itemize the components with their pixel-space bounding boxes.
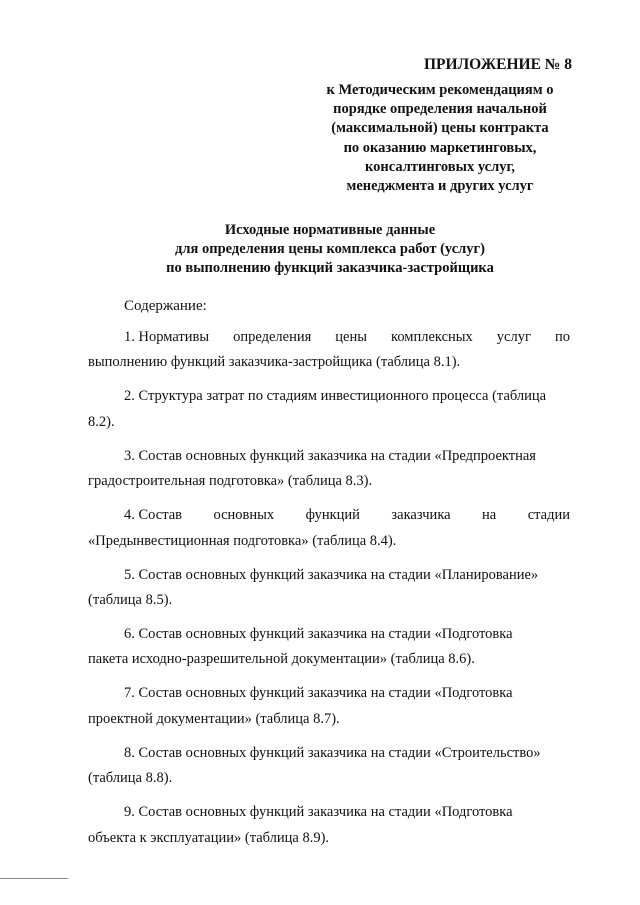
toc-item-first-line: 3. Состав основных функций заказчика на стадии «Предпроектная (124, 447, 536, 464)
toc-item-rest-line: выполнению функций заказчика-застройщика (таблица 8.1). (88, 354, 461, 371)
toc-word: по (554, 329, 570, 345)
toc-item-9 (88, 800, 570, 851)
toc-item-first-line: 6. Состав основных функций заказчика на стадии «Подготовка (124, 626, 513, 643)
table-of-contents (88, 325, 570, 860)
toc-item-5 (88, 563, 570, 614)
toc-word: функций (305, 507, 360, 524)
toc-word: основных (213, 507, 275, 524)
document-title-line: Исходные нормативные данные (224, 222, 436, 238)
toc-word: заказчика (391, 507, 451, 524)
appendix-subtitle-line: консалтинговых услуг, (364, 158, 516, 175)
toc-item-first-line: 2. Структура затрат по стадиям инвестиционного процесса (таблица (124, 388, 547, 405)
toc-item-6 (88, 622, 570, 673)
toc-word: стадии (527, 507, 570, 524)
toc-word: 1. Нормативы (124, 329, 210, 345)
document-title-line: по выполнению функций заказчика-застройщика (166, 260, 494, 276)
toc-item-2 (88, 384, 570, 435)
toc-item-rest-line: пакета исходно-разрешительной документации» (таблица 8.6). (88, 651, 475, 668)
toc-item-rest-line: градостроительная подготовка» (таблица 8.3). (88, 473, 373, 490)
appendix-subtitle (300, 81, 580, 196)
document-title (80, 221, 580, 278)
appendix-subtitle-line: к Методическим рекомендациям о (326, 82, 554, 98)
toc-item-first-line (88, 325, 570, 350)
appendix-number: ПРИЛОЖЕНИЕ № 8 (424, 56, 572, 73)
toc-word: комплексных (391, 329, 473, 345)
toc-item-first-line: 8. Состав основных функций заказчика на стадии «Строительство» (124, 744, 541, 761)
toc-item-4 (88, 503, 570, 554)
toc-item-first-line: 5. Состав основных функций заказчика на стадии «Планирование» (124, 566, 539, 583)
toc-item-7 (88, 681, 570, 732)
toc-item-rest-line: (таблица 8.8). (88, 770, 173, 787)
appendix-subtitle-line: по оказанию маркетинговых, (343, 139, 537, 156)
appendix-subtitle-line: (максимальной) цены контракта (331, 120, 549, 137)
footer-rule (0, 878, 68, 879)
contents-label: Содержание: (124, 298, 207, 314)
toc-item-rest-line: проектной документации» (таблица 8.7). (88, 710, 340, 727)
toc-word: на (482, 507, 497, 524)
toc-item-rest-line: «Предынвестиционная подготовка» (таблица 8.4). (88, 532, 397, 549)
toc-item-rest-line: 8.2). (88, 413, 115, 430)
toc-item-rest-line: (таблица 8.5). (88, 592, 173, 609)
toc-item-first-line (88, 503, 570, 528)
toc-item-first-line: 9. Состав основных функций заказчика на стадии «Подготовка (124, 804, 513, 821)
appendix-subtitle-line: менеджмента и других услуг (346, 178, 534, 195)
toc-word: определения (233, 329, 312, 345)
toc-word: цены (335, 329, 367, 345)
toc-word: 4. Состав (124, 507, 183, 524)
appendix-subtitle-line: порядке определения начальной (333, 101, 547, 118)
toc-item-1 (88, 325, 570, 376)
document-title-line: для определения цены комплекса работ (услуг) (175, 241, 485, 257)
toc-item-rest-line: объекта к эксплуатации» (таблица 8.9). (88, 829, 330, 846)
toc-item-3 (88, 444, 570, 495)
toc-word: услуг (496, 329, 531, 345)
toc-item-8 (88, 741, 570, 792)
toc-item-first-line: 7. Состав основных функций заказчика на стадии «Подготовка (124, 685, 513, 702)
